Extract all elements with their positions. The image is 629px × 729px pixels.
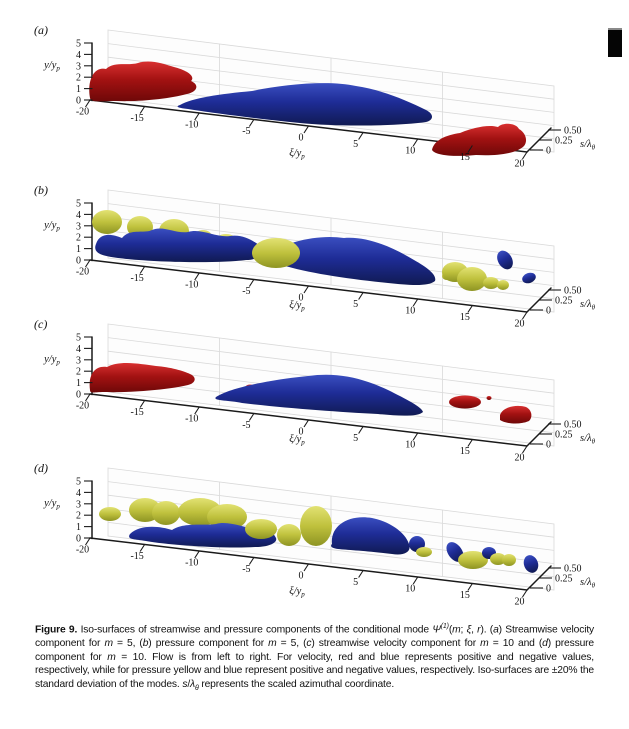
panel-label: (d) xyxy=(34,461,48,475)
x-tick-label: -5 xyxy=(242,420,251,431)
z-axis-label-sub: θ xyxy=(591,437,596,446)
x-tick-label: 10 xyxy=(405,145,416,157)
y-tick-label: 0 xyxy=(76,389,81,401)
iso-surface-yellow xyxy=(416,547,432,557)
y-tick-label: 0 xyxy=(76,533,81,545)
caption-segment: m xyxy=(104,638,113,649)
y-axis-label xyxy=(43,354,60,367)
y-tick-label: 3 xyxy=(76,499,81,511)
z-axis-label-main: s/λ xyxy=(580,299,592,310)
caption-segment: r xyxy=(477,624,481,636)
y-axis-label xyxy=(43,220,60,233)
caption-segment: (1) xyxy=(440,623,449,630)
z-axis-label-sub: θ xyxy=(591,143,596,152)
y-tick-label: 4 xyxy=(76,49,81,61)
iso-surface-yellow xyxy=(245,519,277,539)
y-tick-label: 3 xyxy=(76,61,81,73)
y-tick-label: 1 xyxy=(76,378,81,390)
x-tick-label: -10 xyxy=(185,119,199,131)
iso-surface-red-small xyxy=(449,396,481,409)
y-axis-label-main: y/y xyxy=(44,498,57,509)
y-tick-label: 1 xyxy=(76,84,81,96)
iso-surface-yellow-tall xyxy=(300,506,332,546)
panel-a-plot xyxy=(0,8,629,168)
y-axis-label xyxy=(43,498,60,511)
caption-segment: ; xyxy=(460,624,467,636)
caption-segment: ) pressure component for xyxy=(148,638,269,649)
y-tick-label: 2 xyxy=(76,232,81,244)
x-tick-label: -20 xyxy=(75,106,90,118)
caption-segment: λ xyxy=(190,678,195,690)
iso-surface-yellow xyxy=(99,507,121,521)
x-tick-label: -20 xyxy=(75,266,90,278)
z-tick-label: 0.50 xyxy=(564,125,582,137)
z-axis-label-sub: θ xyxy=(591,303,596,312)
x-tick-mark xyxy=(304,420,309,427)
x-tick-label: -10 xyxy=(185,413,199,425)
x-tick-mark xyxy=(359,427,364,434)
x-tick-label: -10 xyxy=(185,279,199,291)
x-axis-label-sub: p xyxy=(301,304,305,313)
x-tick-mark xyxy=(359,133,364,140)
caption-segment: / xyxy=(187,678,191,690)
x-tick-mark xyxy=(304,286,309,293)
x-tick-label: 10 xyxy=(405,439,416,451)
x-axis-label-main: ξ/y xyxy=(289,434,302,445)
x-tick-label: 15 xyxy=(459,446,470,457)
y-axis-label xyxy=(43,60,60,73)
y-tick-label: 1 xyxy=(76,522,81,534)
z-axis-label xyxy=(580,577,596,590)
caption-segment: m xyxy=(452,624,461,636)
x-tick-label: 0 xyxy=(298,132,304,144)
iso-surface-yellow xyxy=(277,524,301,546)
iso-surface-yellow xyxy=(457,267,487,291)
x-axis-label-sub: p xyxy=(301,590,305,599)
caption-segment: m xyxy=(107,651,116,663)
x-tick-label: 0 xyxy=(298,426,304,438)
y-tick-label: 4 xyxy=(76,487,81,499)
x-tick-label: 5 xyxy=(353,139,359,150)
caption-segment: b xyxy=(142,638,149,649)
y-axis-label-sub: p xyxy=(56,358,60,367)
panel-c-plot xyxy=(0,302,629,462)
x-tick-label: -15 xyxy=(130,407,144,418)
z-tick-label: 0.50 xyxy=(564,285,582,297)
y-tick-label: 4 xyxy=(76,343,81,355)
panel-label: (b) xyxy=(34,183,48,197)
x-tick-label: -5 xyxy=(242,564,251,575)
iso-surface-yellow xyxy=(497,280,509,290)
x-tick-label: 20 xyxy=(514,452,525,462)
caption-segment: ) streamwise velocity component for xyxy=(311,638,481,649)
caption-segment: ) Streamwise velocity component for xyxy=(35,624,595,649)
z-axis-label-main: s/λ xyxy=(580,139,592,150)
x-tick-label: 10 xyxy=(405,305,416,317)
caption-segment: = 10. Flow is from left to right. For velocity, red and blue represents positive and negative values, respectively, while for pressure yellow and blue represent positive and negative values, respectively. Iso-surfaces are ±20% the standard deviation of the modes. xyxy=(35,651,594,690)
x-tick-label: 15 xyxy=(459,152,470,163)
y-tick-label: 0 xyxy=(76,255,81,267)
x-tick-label: 20 xyxy=(514,158,525,168)
z-axis-label-main: s/λ xyxy=(580,577,592,588)
y-tick-label: 1 xyxy=(76,244,81,256)
z-axis-label-main: s/λ xyxy=(580,433,592,444)
x-tick-label: -5 xyxy=(242,286,251,297)
panel-label: (a) xyxy=(34,23,48,37)
x-tick-label: -20 xyxy=(75,544,90,556)
x-tick-label: 5 xyxy=(353,433,359,444)
iso-surface-yellow xyxy=(152,501,180,525)
caption-segment: ) pressure component for xyxy=(35,638,595,663)
y-tick-label: 4 xyxy=(76,209,81,221)
y-tick-label: 5 xyxy=(76,38,81,50)
panel-label: (c) xyxy=(34,317,48,331)
y-tick-label: 5 xyxy=(76,198,81,210)
page-edge-bar xyxy=(608,28,622,57)
y-tick-label: 3 xyxy=(76,221,81,233)
z-tick-label: 0.25 xyxy=(555,429,573,441)
x-tick-label: 5 xyxy=(353,299,359,310)
y-tick-label: 0 xyxy=(76,95,81,107)
z-tick-label: 0 xyxy=(546,145,551,157)
x-tick-label: 15 xyxy=(459,590,470,601)
iso-surface-yellow xyxy=(502,554,516,566)
x-tick-label: 5 xyxy=(353,577,359,588)
x-axis-label-main: ξ/y xyxy=(289,148,302,159)
z-tick-label: 0 xyxy=(546,439,551,451)
iso-surface-yellow xyxy=(483,277,499,289)
y-tick-label: 3 xyxy=(76,355,81,367)
iso-surface-yellow-large xyxy=(252,238,300,268)
caption-segment: d xyxy=(542,638,548,649)
y-tick-label: 5 xyxy=(76,476,81,488)
x-tick-label: 0 xyxy=(298,570,304,582)
x-tick-label: -10 xyxy=(185,557,199,569)
x-tick-mark xyxy=(359,571,364,578)
caption-segment: ( xyxy=(448,624,453,636)
caption-segment: c xyxy=(306,638,312,649)
caption-segment: Iso-surfaces of streamwise and pressure components of the conditional mode xyxy=(77,624,433,636)
x-tick-label: 10 xyxy=(405,583,416,595)
caption-segment: , xyxy=(471,624,478,636)
x-axis-label-main: ξ/y xyxy=(289,300,302,311)
y-tick-label: 2 xyxy=(76,510,81,522)
y-tick-label: 5 xyxy=(76,332,81,344)
caption-segment: s xyxy=(182,678,188,690)
y-axis-label-sub: p xyxy=(56,502,60,511)
caption-segment: m xyxy=(268,638,277,649)
x-tick-label: 20 xyxy=(514,318,525,328)
x-tick-label: -15 xyxy=(130,273,144,284)
figure-caption xyxy=(35,622,594,693)
iso-surface-yellow xyxy=(92,210,122,234)
z-axis-label xyxy=(580,139,596,152)
x-tick-label: 20 xyxy=(514,596,525,606)
z-tick-label: 0.25 xyxy=(555,135,573,147)
caption-segment: m xyxy=(480,638,489,649)
x-tick-mark xyxy=(304,126,309,133)
x-axis-label xyxy=(289,586,305,599)
x-tick-label: 15 xyxy=(459,312,470,323)
y-axis-label-main: y/y xyxy=(44,220,57,231)
x-axis-label-sub: p xyxy=(301,152,305,161)
y-axis-label-sub: p xyxy=(56,224,60,233)
x-axis-label-main: ξ/y xyxy=(289,586,302,597)
caption-segment: = 5, ( xyxy=(276,638,307,649)
y-tick-label: 2 xyxy=(76,366,81,378)
x-axis-label-sub: p xyxy=(301,438,305,447)
caption-segment: a xyxy=(493,624,499,636)
y-axis-label-sub: p xyxy=(56,64,60,73)
x-tick-mark xyxy=(359,293,364,300)
caption-segment: ξ xyxy=(466,624,472,636)
z-tick-label: 0.25 xyxy=(555,295,573,307)
x-tick-mark xyxy=(304,564,309,571)
x-tick-label: -15 xyxy=(130,551,144,562)
z-tick-label: 0.50 xyxy=(564,563,582,575)
x-tick-label: -5 xyxy=(242,126,251,137)
caption-segment: = 10 and ( xyxy=(488,638,543,649)
z-axis-label xyxy=(580,433,596,446)
z-tick-label: 0 xyxy=(546,583,551,595)
caption-segment: Ψ xyxy=(432,624,441,636)
y-axis-label-main: y/y xyxy=(44,60,57,71)
caption-segment: = 5, ( xyxy=(112,638,143,649)
caption-segment: represents the scaled azimuthal coordinate. xyxy=(198,678,395,690)
caption-segment: θ xyxy=(194,684,199,692)
y-tick-label: 2 xyxy=(76,72,81,84)
y-axis-label-main: y/y xyxy=(44,354,57,365)
z-axis-label-sub: θ xyxy=(591,581,596,590)
x-tick-label: -20 xyxy=(75,400,90,412)
z-tick-label: 0.25 xyxy=(555,573,573,585)
figure-label: Figure 9. xyxy=(35,624,78,636)
iso-surface-red-dot xyxy=(487,396,492,400)
z-tick-label: 0.50 xyxy=(564,419,582,431)
x-tick-label: -15 xyxy=(130,113,144,124)
x-axis-label xyxy=(289,148,305,161)
panel-d-plot xyxy=(0,446,629,606)
x-tick-label: 0 xyxy=(298,292,304,304)
z-tick-label: 0 xyxy=(546,305,551,317)
caption-segment: ). ( xyxy=(480,624,494,636)
